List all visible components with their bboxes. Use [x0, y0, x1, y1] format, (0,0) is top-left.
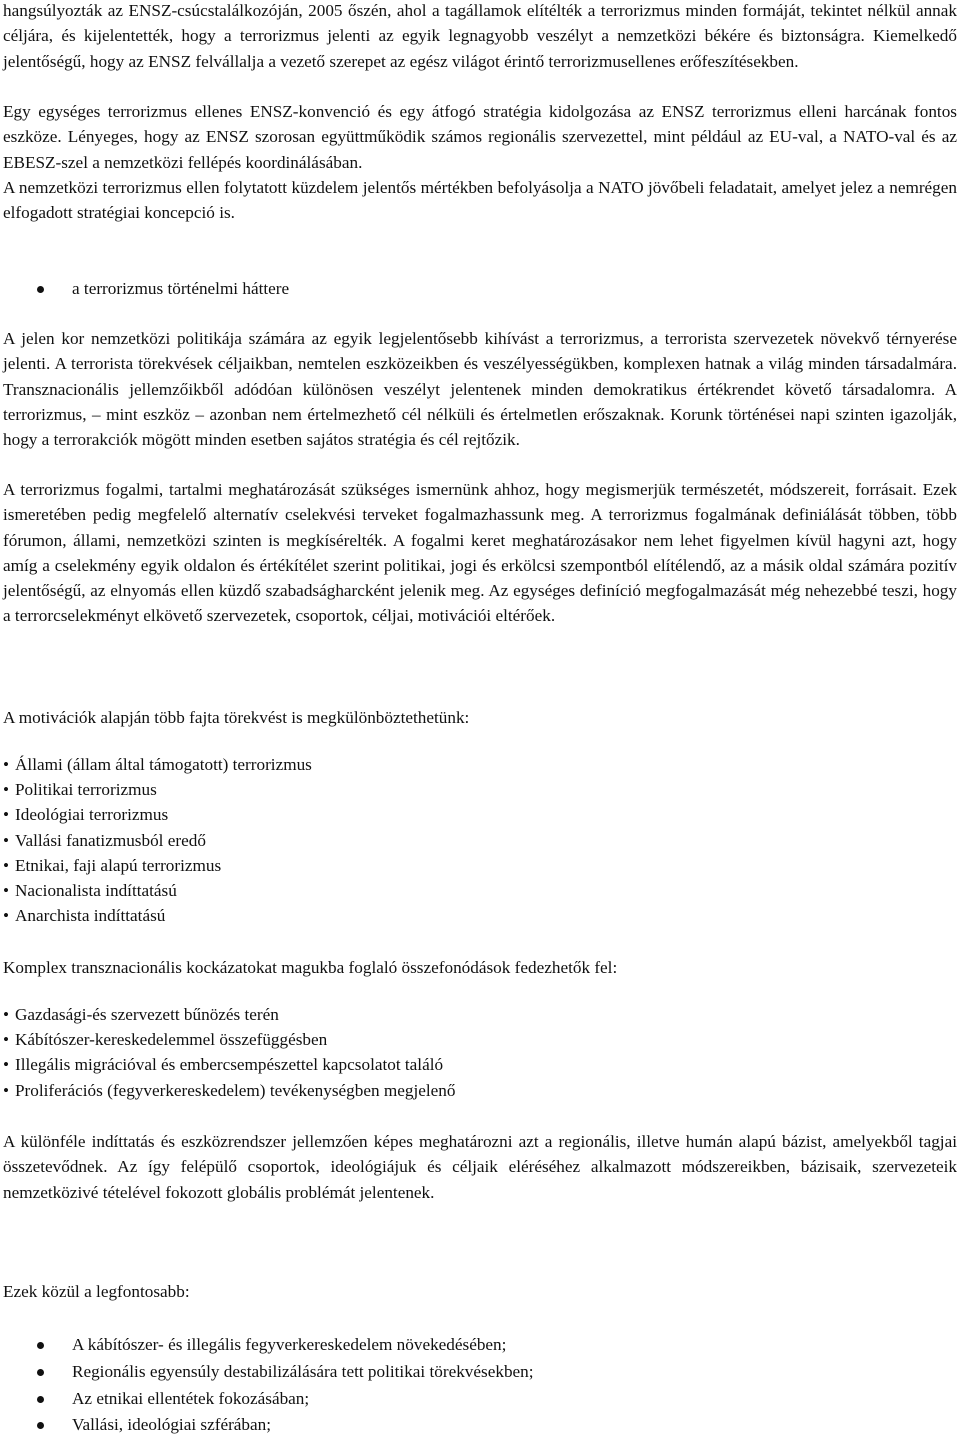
- list-item: • Kábítószer-kereskedelemmel összefüggésben: [3, 1027, 455, 1052]
- bullet-icon: •: [3, 1005, 10, 1024]
- complex-intro: Komplex transznacionális kockázatokat magukba foglaló összefonódások fedezhetők fel:: [3, 958, 618, 977]
- main-intro: Ezek közül a legfontosabb:: [3, 1282, 190, 1301]
- bullet-icon: •: [3, 755, 10, 774]
- motivations-intro: A motivációk alapján több fajta törekvést is megkülönböztethetünk:: [3, 708, 470, 727]
- list-item: • Vallási fanatizmusból eredő: [3, 828, 312, 853]
- bullet-icon: •: [3, 1055, 10, 1075]
- bullet-icon: •: [3, 855, 10, 875]
- list-item: • Ideológiai terrorizmus: [3, 802, 312, 827]
- motivations-list: [3, 752, 312, 928]
- list-item: • Anarchista indíttatású: [3, 903, 312, 928]
- list-item: • Állami (állam által támogatott) terrorizmus: [3, 752, 312, 777]
- section-heading: a terrorizmus történelmi háttere: [72, 279, 290, 298]
- list-item: • Proliferációs (fegyverkereskedelem) tevékenységben megjelenő: [3, 1078, 455, 1103]
- bullet-dot-icon: [37, 1396, 44, 1403]
- bullet-icon: •: [3, 881, 10, 901]
- intro-paragraph-3: A nemzetközi terrorizmus ellen folytatott küzdelem jelentős mértékben befolyásolja a NATO jövőbeli feladatait, amelyet jelez a nemrégen elfogadott stratégiai koncepció is.: [3, 178, 957, 223]
- bullet-dot-icon: [37, 1422, 44, 1429]
- bullet-icon: •: [3, 1030, 10, 1050]
- list-item: • Nacionalista indíttatású: [3, 878, 312, 903]
- bullet-dot-icon: [37, 1369, 44, 1376]
- intro-paragraph-2: Egy egységes terrorizmus ellenes ENSZ-konvenció és egy átfogó stratégia kidolgozása az ENSZ terrorizmus elleni harcának fontos eszköze. Lényeges, hogy az ENSZ szorosan együttműködik számos regionális szervezettel, mint például az EU-val, a NATO-val és az EBESZ-szel a nemzetközi fellépés koordinálásában.: [3, 102, 957, 172]
- bullet-icon: •: [3, 830, 10, 850]
- history-paragraph-2: A terrorizmus fogalmi, tartalmi meghatározását szükséges ismernünk ahhoz, hogy megismerjük természetét, módszereit, forrásait. Ezek ismeretében pedig megfelelő alternatív cselekvési terveket fogalmazhassunk meg. A terrorizmus fogalmának definiálását többen, több fórumon, állami, nemzetközi szinten is megkísérelték. A fogalmi keret meghatározásakor nem lehet figyelmen kívül hagyni azt, hogy amíg a cselekmény egyik oldalon és értékítélet szerint politikai, jogi és erkölcsi szempontból elítélendő, az a másik oldal számára pozitív jelentőségű, az elnyomás ellen küzdő szabadságharcként jelenik meg. Az egységes definíció megfogalmazását még nehezebbé teszi, hogy a terrorcselekményt elkövető szervezetek, csoportok, céljai, motivációi eltérőek.: [3, 480, 957, 626]
- bullet-icon: •: [3, 1080, 10, 1100]
- bullet-dot-icon: [37, 1342, 44, 1349]
- document-page: hangsúlyozták az ENSZ-csúcstalálkozóján, 2005 őszén, ahol a tagállamok elítélték a terrorizmus minden formáját, tekintet nélkül annak céljára, és kijelentették, hogy a terrorizmus jelenti az egyik legnagyobb veszélyt a nemzetközi békére és biztonságra. Kiemelkedő jelentőségű, hogy az ENSZ felvállalja a vezető szerepet az egész világot érintő terrorizmusellenes erőfeszítésekben. Egy egységes terrorizmus ellenes ENSZ-konvenció és egy átfogó stratégia kidolgozása az ENSZ terrorizmus elleni harcának fontos eszköze. Lényeges, hogy az ENSZ szorosan együttműködik számos regionális szervezettel, mint például az EU-val, a NATO-val és az EBESZ-szel a nemzetközi fellépés koordinálásában. A nemzetközi terrorizmus ellen folytatott küzdelem jelentős mértékben befolyásolja a NATO jövőbeli feladatait, amelyet jelez a nemrégen elfogadott stratégiai koncepció is. a terrorizmus történelmi háttere A jelen kor nemzetközi politikája számára az egyik legjelentősebb kihívást a terrorizmus, a terrorista szervezetek növekvő térnyerése jelenti. A terrorista törekvések céljaikban, nemtelen eszközeikben és veszélyességükben, komplexen hatnak a világ minden társadalmára. Transznacionális jellemzőikből adódóan különösen veszélyt jelentenek minden demokratikus értékrendet követő társadalomra. A terrorizmus, – mint eszköz – azonban nem értelmezhető cél nélküli és értelmetlen erőszaknak. Korunk történései napi szinten igazolják, hogy a terrorakciók mögött minden esetben sajátos stratégia és cél rejtőzik. A terrorizmus fogalmi, tartalmi meghatározását szükséges ismernünk ahhoz, hogy megismerjük természetét, módszereit, forrásait. Ezek ismeretében pedig megfelelő alternatív cselekvési terveket fogalmazhassunk meg. A terrorizmus fogalmának definiálását többen, több fórumon, állami, nemzetközi szinten is megkísérelték. A fogalmi keret meghatározásakor nem lehet figyelmen kívül hagyni azt, hogy amíg a cselekmény egyik oldalon és értékítélet szerint politikai, jogi és erkölcsi szempontból elítélendő, az a másik oldal számára pozitív jelentőségű, az elnyomás ellen küzdő szabadságharcként jelenik meg. Az egységes definíció megfogalmazását még nehezebbé teszi, hogy a terrorcselekményt elkövető szervezetek, csoportok, céljai, motivációi eltérőek. A motivációk alapján több fajta törekvést is megkülönböztethetünk: • Állami (állam által támogatott) terrorizmus • Politikai terrorizmus • Ideológiai terrorizmus • Vallási fanatizmusból eredő • Etnikai, faji alapú terrorizmus • Nacionalista indíttatású • Anarchista indíttatású Komplex transznacionális kockázatokat magukba foglaló összefonódások fedezhetők fel: • Gazdasági-és szervezett bűnözés terén • Kábítószer-kereskedelemmel összefüggésben • Illegális migrációval és embercsempészettel kapcsolatot találó • Proliferációs (fegyverkereskedelem) tevékenységben megjelenő A különféle indíttatás és eszközrendszer jellemzően képes meghatározni azt a regionális, illetve humán alapú bázist, amelyekből tagjai összetevődnek. Az így felépülő csoportok, ideológiájuk és céljaik eléréséhez alkalmazott módszereikben, bázisaik, szervezeteik nemzetközivé tételével fokozott globális problémát jelentenek. Ezek közül a legfontosabb: A kábítószer- és illegális fegyverkereskedelem növekedésében; Regionális egyensúly destabilizálására tett politikai törekvésekben; Az etnikai ellentétek fokozásában; Vallási, ideológiai szférában;: [0, 0, 960, 1436]
- groups-paragraph: A különféle indíttatás és eszközrendszer jellemzően képes meghatározni azt a regionális, illetve humán alapú bázist, amelyekből tagjai összetevődnek. Az így felépülő csoportok, ideológiájuk és céljaik eléréséhez alkalmazott módszereikben, bázisaik, szervezeteik nemzetközivé tételével fokozott globális problémát jelentenek.: [3, 1132, 957, 1202]
- history-paragraph: A jelen kor nemzetközi politikája számára az egyik legjelentősebb kihívást a terrorizmus, a terrorista szervezetek növekvő térnyerése jelenti. A terrorista törekvések céljaikban, nemtelen eszközeikben és veszélyességükben, komplexen hatnak a világ minden társadalmára. Transznacionális jellemzőikből adódóan különösen veszélyt jelentenek minden demokratikus értékrendet követő társadalomra. A terrorizmus, – mint eszköz – azonban nem értelmezhető cél nélküli és értelmetlen erőszaknak. Korunk történései napi szinten igazolják, hogy a terrorakciók mögött minden esetben sajátos stratégia és cél rejtőzik.: [3, 329, 957, 450]
- bullet-icon: •: [3, 906, 10, 926]
- bullet-icon: •: [3, 780, 10, 800]
- intro-paragraph-1: hangsúlyozták az ENSZ-csúcstalálkozóján, 2005 őszén, ahol a tagállamok elítélték a terrorizmus minden formáját, tekintet nélkül annak céljára, és kijelentették, hogy a terrorizmus jelenti az egyik legnagyobb veszélyt a nemzetközi békére és biztonságra. Kiemelkedő jelentőségű, hogy az ENSZ felvállalja a vezető szerepet az egész világot érintő terrorizmusellenes erőfeszítésekben.: [3, 1, 957, 71]
- list-item: • Politikai terrorizmus: [3, 777, 312, 802]
- list-item: • Illegális migrációval és embercsempészettel kapcsolatot találó: [3, 1052, 455, 1077]
- complex-list: [3, 1002, 455, 1103]
- bullet-icon: •: [3, 805, 10, 825]
- list-item: • Gazdasági-és szervezett bűnözés terén: [3, 1002, 455, 1027]
- list-item: • Etnikai, faji alapú terrorizmus: [3, 853, 312, 878]
- bullet-dot-icon: [37, 286, 44, 293]
